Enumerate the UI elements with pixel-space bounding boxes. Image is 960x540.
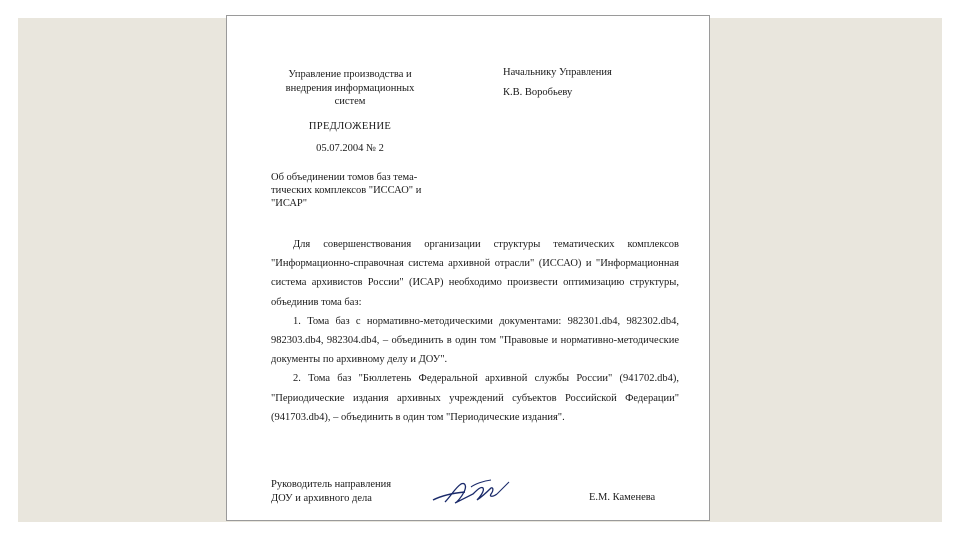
document-type: ПРЕДЛОЖЕНИЕ [308,121,392,132]
addressee-block [503,66,612,106]
handwritten-signature [431,478,513,508]
signer-position [271,478,391,505]
body-intro-paragraph: Для совершенствования организации структуры тематических комплексов "Информационно-справочная система архивной отрасли" (ИССАО) и "Информационная система архивистов России" (ИСАР) необходимо произвести оптимизацию структуры, объединив тома баз: [271,239,679,308]
addressee-position: Начальнику Управления [503,67,612,78]
signer-position-line-2: ДОУ и архивного дела [271,492,372,504]
document-page [226,15,710,521]
addressee-name: К.В. Воробьеву [503,87,573,98]
body-item-1: 1. Тома баз с нормативно-методическими документами: 982301.db4, 982302.db4, 982303.db4, 982304.db4, – объединить в один том "Правовые и нормативно-методические документы по архивному делу и ДОУ". [271,315,679,366]
signer-name: Е.М. Каменева [589,492,656,503]
body-item-2: 2. Тома баз "Бюллетень Федеральной архивной службы России" (941702.db4), "Периодические издания архивных учреждений субъектов Российской Федерации" (941703.db4), – объединить в один том "Периодические издания". [271,373,679,423]
document-date-number: 05.07.2004 № 2 [316,143,384,154]
organization-name: Управление производства и внедрения информационных систем [285,69,415,107]
signer-position-line-1: Руководитель направления [271,479,392,490]
document-body [271,235,679,427]
document-subject: Об объединении томов баз тема-тических комплексов "ИССАО" и "ИСАР" [271,172,422,209]
